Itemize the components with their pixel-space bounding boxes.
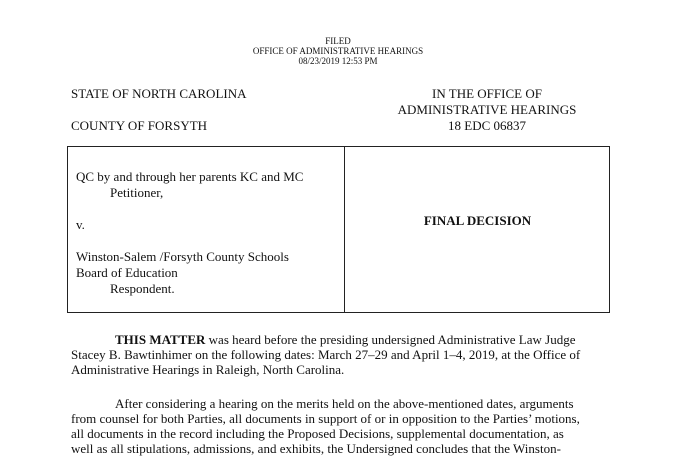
this-matter-lead: THIS MATTER bbox=[115, 332, 206, 347]
stamp-timestamp: 08/23/2019 12:53 PM bbox=[298, 56, 378, 66]
para2-line-3: all documents in the record including the Proposed Decisions, supplemental documentation, as bbox=[71, 426, 564, 441]
para2-line-2: from counsel for both Parties, all documents in support of or in opposition to the Parties’ motions, bbox=[71, 411, 580, 426]
case-caption-box bbox=[67, 146, 610, 313]
office-heading bbox=[380, 86, 594, 133]
office-line-1: IN THE OFFICE OF bbox=[432, 86, 542, 101]
filing-stamp bbox=[0, 36, 676, 66]
paragraph-2 bbox=[71, 396, 608, 456]
petitioner-name: QC by and through her parents KC and MC bbox=[76, 169, 304, 184]
para1-line-1: was heard before the presiding undersigned Administrative Law Judge bbox=[205, 332, 576, 347]
para2-line-1: After considering a hearing on the merits held on the above-mentioned dates, arguments bbox=[115, 396, 574, 411]
respondent-line-2: Board of Education bbox=[76, 265, 178, 280]
decision-title: FINAL DECISION bbox=[423, 213, 532, 228]
para1-line-2: Stacey B. Bawtinhimer on the following dates: March 27–29 and April 1–4, 2019, at the Office of bbox=[71, 347, 581, 362]
para1-first-line bbox=[71, 332, 608, 347]
petitioner-role: Petitioner, bbox=[110, 185, 164, 200]
state-heading: STATE OF NORTH CAROLINA bbox=[71, 86, 247, 101]
respondent-line-1: Winston-Salem /Forsyth County Schools bbox=[76, 249, 289, 264]
office-line-2: ADMINISTRATIVE HEARINGS bbox=[397, 102, 577, 117]
para2-line-4: well as all stipulations, admissions, and exhibits, the Undersigned concludes that the Winston- bbox=[71, 441, 561, 456]
paragraph-1 bbox=[71, 332, 608, 377]
versus-label: v. bbox=[76, 217, 85, 232]
caption-divider bbox=[344, 147, 345, 312]
stamp-filed: FILED bbox=[325, 36, 351, 46]
respondent-role: Respondent. bbox=[110, 281, 175, 296]
stamp-office: OFFICE OF ADMINISTRATIVE HEARINGS bbox=[252, 46, 424, 56]
para1-line-3: Administrative Hearings in Raleigh, North Carolina. bbox=[71, 362, 345, 377]
county-heading: COUNTY OF FORSYTH bbox=[71, 118, 208, 133]
case-number: 18 EDC 06837 bbox=[448, 118, 526, 133]
